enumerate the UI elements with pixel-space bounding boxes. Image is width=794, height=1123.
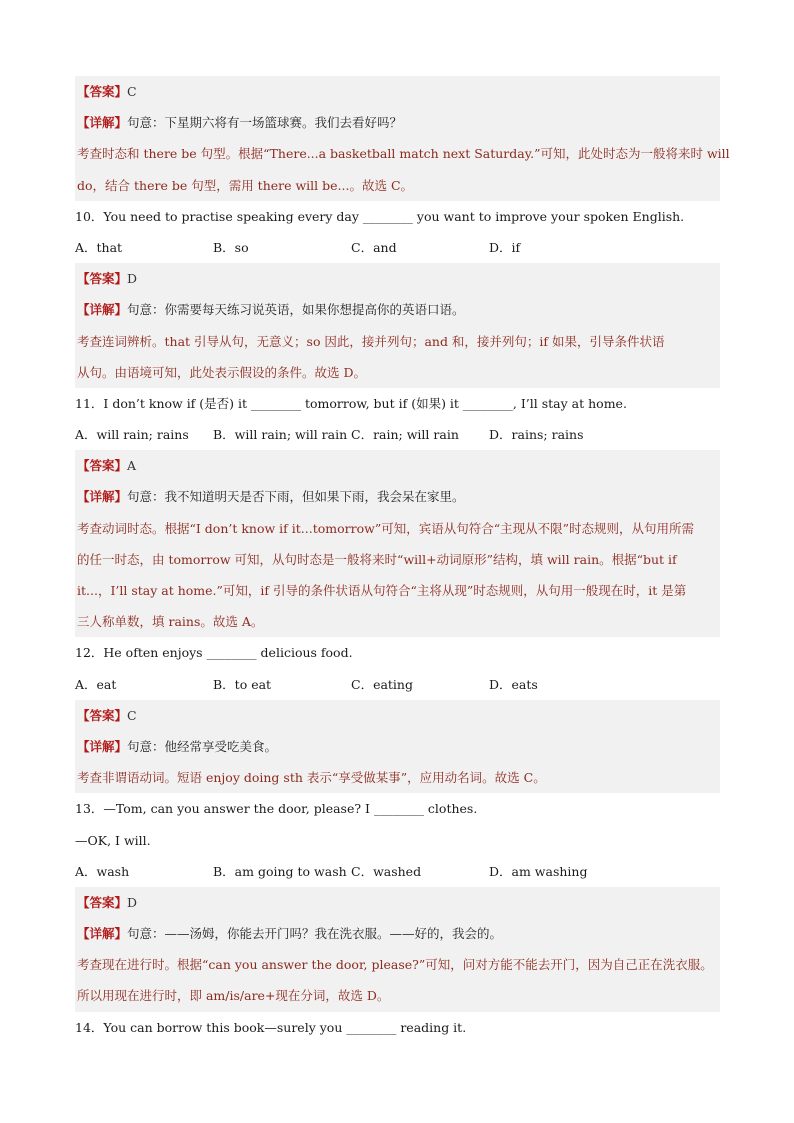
options-13 [75,856,720,887]
answer-tag: 【答案】 [77,458,128,474]
detail-line [75,107,720,138]
detail-text: 句意：他经常享受吃美食。 [127,738,278,754]
option-d: D．rains; rains [489,427,584,443]
option-a: A．wash [75,863,130,879]
detail-tag: 【详解】 [77,926,128,942]
option-c: C．eating [351,676,413,692]
detail-text: 句意：你需要每天练习说英语，如果你想提高你的英语口语。 [127,302,465,318]
explanation-line: 考查时态和 there be 句型。根据“There...a basketball match next Saturday.”可知，此处时态为一般将来时 will [77,146,730,162]
detail-text: 句意：我不知道明天是否下雨，但如果下雨，我会呆在家里。 [127,489,465,505]
answer-block-9 [75,76,730,201]
option-d: D．eats [489,676,538,692]
detail-line [75,294,720,325]
option-d: D．if [489,239,521,255]
option-c: C．rain; will rain [351,427,459,443]
options-11 [75,419,720,450]
detail-tag: 【详解】 [77,738,128,754]
detail-tag: 【详解】 [77,115,128,131]
answer-value: D [127,894,138,910]
question-14: 14．You can borrow this book—surely you ________ reading it. [75,1019,467,1035]
answer-tag: 【答案】 [77,271,128,287]
explanation-line: do，结合 there be 句型，需用 there will be...。故选 C。 [77,177,414,193]
options-10 [75,232,720,263]
explanation-line: 从句。由语境可知，此处表示假设的条件。故选 D。 [77,364,366,380]
answer-line [75,450,720,481]
answer-block-11 [75,450,720,637]
detail-text: 句意：下星期六将有一场篮球赛。我们去看好吗？ [127,115,403,131]
option-b: B．so [213,239,249,255]
explanation-line: 三人称单数，填 rains。故选 A。 [77,614,264,630]
answer-block-13 [75,887,720,1012]
answer-tag: 【答案】 [77,707,128,723]
detail-line [75,481,720,512]
answer-value: C [127,84,137,99]
answer-line [75,76,720,107]
question-10: 10．You need to practise speaking every day ________ you want to improve your spoken English. [75,208,685,224]
answer-block-12 [75,700,720,794]
question-11: 11．I don’t know if (是否) it ________ tomorrow, but if (如果) it ________, I’ll stay at home. [75,395,627,411]
question-13: 13．—Tom, can you answer the door, please? I ________ clothes. [75,801,478,817]
question-12: 12．He often enjoys ________ delicious food. [75,645,353,661]
explanation-line: 考查动词时态。根据“I don’t know if it...tomorrow”可知，宾语从句符合“主现从不限”时态规则，从句用所需 [77,520,694,536]
answer-value: C [127,707,137,723]
explanation-line: 考查非谓语动词。短语 enjoy doing sth 表示“享受做某事”，应用动名词。故选 C。 [77,770,546,786]
answer-line [75,887,720,918]
option-b: B．am going to wash [213,863,347,879]
explanation-line: it...，I’ll stay at home.”可知，if 引导的条件状语从句符合“主将从现”时态规则，从句用一般现在时，it 是第 [77,583,687,598]
answer-block-10 [75,263,720,388]
explanation-line: 考查连词辨析。that 引导从句，无意义；so 因此，接并列句；and 和，接并列句；if 如果，引导条件状语 [77,333,665,349]
detail-line [75,731,720,762]
answer-tag: 【答案】 [77,84,128,99]
explanation-line: 考查现在进行时。根据“can you answer the door, please?”可知，问对方能不能去开门，因为自己正在洗衣服。 [77,957,713,973]
explanation-line: 的任一时态，由 tomorrow 可知，从句时态是一般将来时“will+动词原形”结构，填 will rain。根据“but if [77,551,677,567]
exercise-content [75,76,730,1043]
option-b: B．to eat [213,676,272,692]
option-c: C．washed [351,863,422,879]
answer-line [75,263,720,294]
detail-tag: 【详解】 [77,302,128,318]
answer-value: A [127,458,137,474]
detail-tag: 【详解】 [77,489,128,505]
answer-tag: 【答案】 [77,894,128,910]
options-12 [75,669,720,700]
option-a: A．will rain; rains [75,427,189,443]
option-a: A．that [75,239,123,255]
answer-line [75,700,720,731]
detail-text: 句意：——汤姆，你能去开门吗？我在洗衣服。——好的，我会的。 [127,926,503,942]
option-b: B．will rain; will rain [213,427,348,443]
answer-value: D [127,271,138,287]
explanation-line: 所以用现在进行时，即 am/is/are+现在分词，故选 D。 [77,988,390,1004]
option-a: A．eat [75,676,117,692]
question-13-reply: —OK, I will. [75,832,151,848]
option-d: D．am washing [489,863,588,879]
option-c: C．and [351,239,397,255]
detail-line [75,918,720,949]
